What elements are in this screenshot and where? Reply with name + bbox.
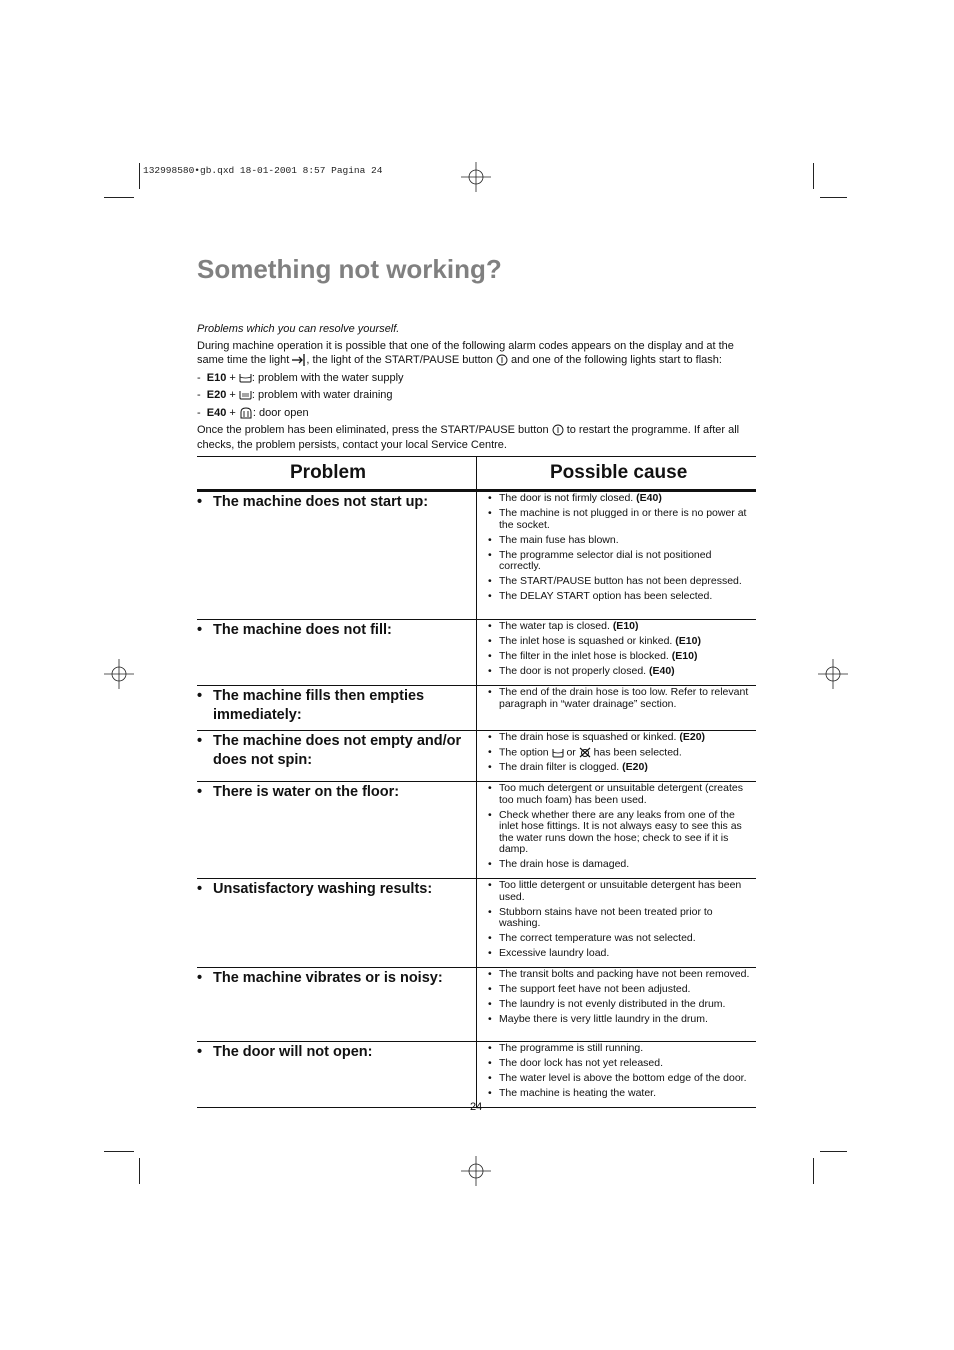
crop-mark [820,1151,847,1152]
cause-item: • The door is not firmly closed. (E40) [488,492,662,504]
crop-mark [104,197,134,198]
cause-item: • Too much detergent or unsuitable detergent (creates too much foam) has been used. [488,782,743,806]
alarm-item: - E40 + : door open [197,406,309,419]
alarm-item: - E10 + : problem with the water supply [197,371,404,384]
crop-mark [139,163,140,189]
problem-item: • The machine vibrates or is noisy: [197,970,443,987]
cause-item: • The START/PAUSE button has not been depressed. [488,575,742,587]
cause-item: • Stubborn stains have not been treated prior to washing. [488,905,713,930]
file-slug: 132998580•gb.qxd 18-01-2001 8:57 Pagina 24 [143,165,383,176]
intro-text: , the light of the START/PAUSE button [306,354,493,366]
table-row [197,782,756,879]
cause-item: • Check whether there are any leaks from one of the inlet hose fittings. It is not always easy to see this as the water runs down the hose; check to see if it is damp. [488,808,742,856]
cause-item: • The drain hose is squashed or kinked. (E20) [488,731,706,743]
cause-item: • The filter in the inlet hose is blocked. (E10) [488,650,698,662]
registration-mark-icon [818,659,848,689]
table-row [197,686,756,731]
crop-mark [813,1158,814,1184]
cause-item: • The programme is still running. [488,1042,644,1055]
crop-mark [820,197,847,198]
cause-item: • The drain filter is clogged. (E20) [488,761,648,774]
alarm-item: - E20 + : problem with water draining [197,389,393,401]
page-title: Something not working? [197,254,502,284]
troubleshooting-table [197,456,756,1108]
start-pause-icon [552,424,564,436]
intro-paragraph [197,339,757,368]
page-number: 24 [470,1101,483,1113]
table-row [197,879,756,968]
table-row [197,968,756,1042]
cause-item: • The door lock has not yet released. [488,1057,664,1070]
cause-item: • Excessive laundry load. [488,947,610,960]
intro-text: During machine operation it is possible that one of the following alarm codes appears on the display and at the same time the light [197,339,734,366]
problem-item: • The machine does not fill: [197,622,392,638]
crop-mark [139,1158,140,1184]
start-pause-icon [496,354,508,366]
drain-icon [239,390,252,400]
crop-mark [104,1151,134,1152]
rinse-hold-icon [552,748,564,758]
table-row [197,731,756,782]
cause-item: • The water level is above the bottom edge of the door. [488,1072,747,1085]
crop-mark [813,163,814,189]
cause-item: • The machine is not plugged in or there is no power at the socket. [488,507,747,531]
arrow-to-bar-icon [292,354,306,366]
table-row [197,620,756,686]
table-row [197,1042,756,1108]
problem-item: • The machine does not start up: [197,494,429,510]
cause-item: • The option or has been selected. [488,746,682,759]
water-tap-icon [239,373,252,383]
cause-item: • The end of the drain hose is too low. Refer to relevant paragraph in “water drainage” section. [488,686,749,710]
cause-header: Possible cause [477,457,757,491]
table-row [197,491,756,620]
problem-item: • Unsatisfactory washing results: [197,881,433,898]
no-spin-icon [579,747,591,758]
registration-mark-icon [104,659,134,689]
cause-item: • The programme selector dial is not positioned correctly. [488,548,712,572]
cause-item: • The transit bolts and packing have not been removed. [488,968,750,981]
cause-item: • The main fuse has blown. [488,533,619,546]
problem-header: Problem [197,457,477,491]
cause-item: • The correct temperature was not selected. [488,932,696,945]
problem-item: • There is water on the floor: [197,784,400,801]
registration-mark-icon [461,162,491,192]
cause-item: • The machine is heating the water. [488,1087,657,1100]
cause-item: • The inlet hose is squashed or kinked. (E10) [488,635,701,647]
intro-text: to restart the programme. If after all checks, the problem persists, contact your local Service Centre. [197,424,740,451]
problem-item: • The machine does not empty and/or does not spin: [197,733,462,768]
intro-paragraph [197,423,757,452]
problem-item: • The door will not open: [197,1044,373,1061]
cause-item: • Too little detergent or unsuitable detergent has been used. [488,879,742,903]
intro-subtitle: Problems which you can resolve yourself. [197,323,400,335]
registration-mark-icon [461,1156,491,1186]
cause-item: • The DELAY START option has been selected. [488,590,713,602]
intro-text: Once the problem has been eliminated, press the START/PAUSE button [197,424,549,436]
problem-item: • The machine fills then empties immediately: [197,688,425,723]
cause-item: • The door is not properly closed. (E40) [488,665,675,677]
cause-item: • The laundry is not evenly distributed in the drum. [488,998,726,1011]
door-icon [239,407,253,419]
cause-item: • The drain hose is damaged. [488,858,630,871]
intro-text: and one of the following lights start to flash: [511,354,722,366]
cause-item: • The water tap is closed. (E10) [488,620,639,632]
intro-section [197,322,757,452]
cause-item: • The support feet have not been adjusted. [488,983,691,996]
cause-item: • Maybe there is very little laundry in the drum. [488,1013,708,1026]
